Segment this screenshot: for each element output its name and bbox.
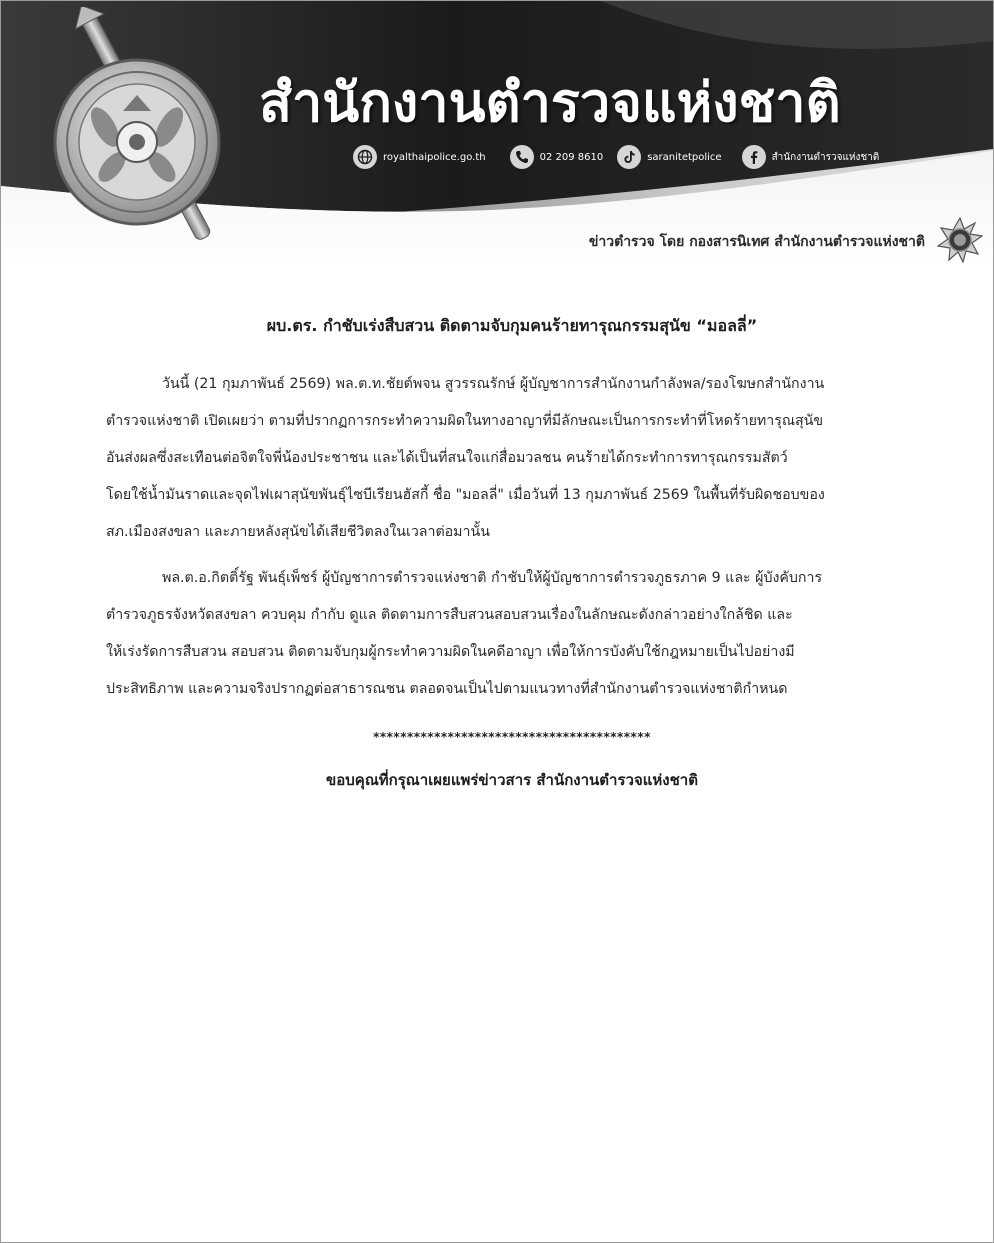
paragraph-2 [106, 560, 922, 708]
paragraph-1-line: อันส่งผลซึ่งสะเทือนต่อจิตใจพี่น้องประชาชน และได้เป็นที่สนใจแก่สื่อมวลชน คนร้ายได้กระทำการทารุณกรรมสัตว์ [106, 450, 788, 466]
paragraph-1-line: สภ.เมืองสงขลา และภายหลังสุนัขได้เสียชีวิตลงในเวลาต่อมานั้น [106, 524, 490, 540]
police-star-badge-icon [937, 217, 983, 263]
contact-tiktok-text: saranitetpolice [647, 151, 722, 163]
contact-facebook-text: สำนักงานตำรวจแห่งชาติ [771, 151, 880, 163]
paragraph-1-line: โดยใช้น้ำมันราดและจุดไฟเผาสุนัขพันธุ์ไซบีเรียนฮัสกี้ ชื่อ "มอลลี่" เมื่อวันที่ 13 กุมภาพันธ์ 2569 ในพื้นที่รับผิดชอบของ [106, 487, 825, 503]
closing-thanks: ขอบคุณที่กรุณาเผยแพร่ข่าวสาร สำนักงานตำรวจแห่งชาติ [326, 771, 698, 789]
letterhead-banner [1, 1, 993, 269]
phone-icon [510, 145, 534, 169]
asterisk-divider: ***************************************** [373, 730, 651, 744]
paragraph-1-line: วันนี้ (21 กุมภาพันธ์ 2569) พล.ต.ท.ชัยต์พจน สูวรรณรักษ์ ผู้บัญชาการสำนักงานกำลังพล/รองโฆษกสำนักงาน [162, 376, 825, 392]
paragraph-2-line: ตำรวจภูธรจังหวัดสงขลา ควบคุม กำกับ ดูแล ติดตามการสืบสวนสอบสวนเรื่องในลักษณะดังกล่าวอย่างใกล้ชิด และ [106, 607, 793, 623]
globe-icon [353, 145, 377, 169]
contact-phone-text: 02 209 8610 [539, 151, 604, 163]
contact-facebook[interactable] [742, 145, 880, 169]
tiktok-icon [617, 145, 641, 169]
police-emblem-logo [27, 7, 267, 252]
contact-phone[interactable] [510, 145, 604, 169]
organization-title: สำนักงานตำรวจแห่งชาติ [259, 71, 841, 134]
paragraph-1-line: ตำรวจแห่งชาติ เปิดเผยว่า ตามที่ปรากฏการกระทำความผิดในทางอาญาที่มีลักษณะเป็นการกระทำที่โหดร้ายทารุณสุนัข [106, 413, 824, 429]
paragraph-1 [106, 366, 922, 551]
document-title: ผบ.ตร. กำชับเร่งสืบสวน ติดตามจับกุมคนร้ายทารุณกรรมสุนัข “มอลลี่” [266, 316, 758, 335]
paragraph-2-line: พล.ต.อ.กิตติ์รัฐ พันธุ์เพ็ชร์ ผู้บัญชาการตำรวจแห่งชาติ กำชับให้ผู้บัญชาการตำรวจภูธรภาค 9 และ ผู้บังคับการ [162, 570, 823, 586]
facebook-icon [742, 145, 766, 169]
paragraph-2-line: ประสิทธิภาพ และความจริงปรากฏต่อสาธารณชน ตลอดจนเป็นไปตามแนวทางที่สำนักงานตำรวจแห่งชาติกำหนด [106, 681, 788, 697]
contact-website-text: royalthaipolice.go.th [383, 151, 486, 163]
news-source-line: ข่าวตำรวจ โดย กองสารนิเทศ สำนักงานตำรวจแห่งชาติ [588, 234, 925, 250]
contact-tiktok[interactable] [617, 145, 721, 169]
paragraph-2-line: ให้เร่งรัดการสืบสวน สอบสวน ติดตามจับกุมผู้กระทำความผิดในคดีอาญา เพื่อให้การบังคับใช้กฎหมายเป็นไปอย่างมี [106, 644, 795, 660]
contact-bar [353, 143, 879, 171]
contact-website[interactable] [353, 145, 486, 169]
